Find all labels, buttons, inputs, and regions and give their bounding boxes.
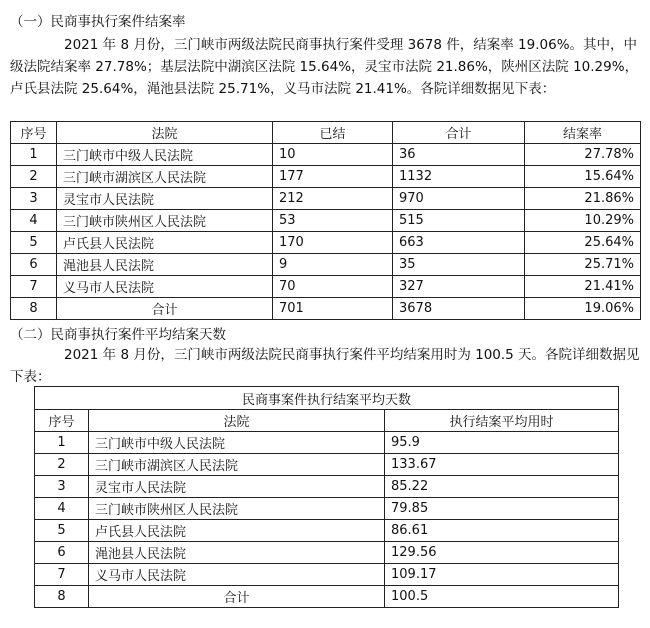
header-cell: 已结 [273, 122, 393, 144]
table-header-row [11, 122, 641, 144]
table-cell: 4 [11, 210, 57, 232]
table-cell: 5 [35, 520, 89, 542]
table-cell: 15.64% [525, 166, 641, 188]
table-cell: 27.78% [525, 144, 641, 166]
table-cell: 3 [11, 188, 57, 210]
section1-paragraph [10, 34, 642, 100]
table-cell: 三门峡市中级人民法院 [57, 144, 273, 166]
table-cell: 10.29% [525, 210, 641, 232]
table-cell: 21.86% [525, 188, 641, 210]
table-cell: 三门峡市陕州区人民法院 [89, 498, 385, 520]
table-cell: 95.9 [385, 432, 619, 454]
table-cell: 三门峡市湖滨区人民法院 [89, 454, 385, 476]
table-row [35, 542, 619, 564]
table-row [35, 454, 619, 476]
table-cell: 970 [393, 188, 525, 210]
table-cell: 10 [273, 144, 393, 166]
table-cell: 85.22 [385, 476, 619, 498]
table-cell: 8 [11, 298, 57, 320]
table-cell: 6 [35, 542, 89, 564]
average-days-table [34, 386, 619, 608]
section2-title: （二）民商事执行案件平均结案天数 [10, 327, 226, 343]
table-cell: 109.17 [385, 564, 619, 586]
table-cell: 三门峡市陕州区人民法院 [57, 210, 273, 232]
closure-rate-table [10, 121, 641, 320]
table-cell: 卢氏县人民法院 [89, 520, 385, 542]
header-cell: 序号 [35, 410, 89, 432]
table-cell: 6 [11, 254, 57, 276]
table-cell: 三门峡市中级人民法院 [89, 432, 385, 454]
table-row [11, 276, 641, 298]
table-row [35, 564, 619, 586]
table-row [11, 298, 641, 320]
table-cell: 129.56 [385, 542, 619, 564]
table-row [35, 432, 619, 454]
header-cell: 结案率 [525, 122, 641, 144]
table-row [35, 520, 619, 542]
table-cell: 70 [273, 276, 393, 298]
table-row [11, 188, 641, 210]
table-row [35, 586, 619, 608]
table-cell: 2 [35, 454, 89, 476]
table-header-row [35, 410, 619, 432]
table-row [11, 232, 641, 254]
table-cell: 渑池县人民法院 [57, 254, 273, 276]
table-cell: 8 [35, 586, 89, 608]
table-cell: 9 [273, 254, 393, 276]
table-cell: 133.67 [385, 454, 619, 476]
table-caption-row [35, 387, 619, 410]
table-cell: 3 [35, 476, 89, 498]
table-cell: 701 [273, 298, 393, 320]
table-row [11, 144, 641, 166]
table-cell: 义马市人民法院 [89, 564, 385, 586]
section2-paragraph-text: 2021 年 8 月份，三门峡市两级法院民商事执行案件平均结案用时为 100.5 天。各院详细数据见下表： [10, 347, 640, 385]
table-cell: 53 [273, 210, 393, 232]
table-row [11, 166, 641, 188]
table-cell: 灵宝市人民法院 [89, 476, 385, 498]
table-cell: 三门峡市湖滨区人民法院 [57, 166, 273, 188]
table-cell: 35 [393, 254, 525, 276]
table-cell: 19.06% [525, 298, 641, 320]
section1-paragraph-text: 2021 年 8 月份，三门峡市两级法院民商事执行案件受理 3678 件，结案率 19.06%。其中，中级法院结案率 27.78%；基层法院中湖滨区法院 15.64%，灵宝市法院 21.86%，陕州区法院 10.29%，卢氏县法院 25.64%，渑池县法院 25.71%，义马市法院 21.41%。各院详细数据见下表： [10, 37, 639, 97]
table-cell: 25.64% [525, 232, 641, 254]
table-cell: 义马市人民法院 [57, 276, 273, 298]
table-cell: 21.41% [525, 276, 641, 298]
header-cell: 执行结案平均用时 [385, 410, 619, 432]
table-cell: 36 [393, 144, 525, 166]
section2-paragraph [10, 344, 642, 388]
header-cell: 合计 [393, 122, 525, 144]
header-cell: 序号 [11, 122, 57, 144]
table-row [11, 210, 641, 232]
table-cell: 合计 [57, 298, 273, 320]
table-cell: 4 [35, 498, 89, 520]
table-cell: 177 [273, 166, 393, 188]
table-cell: 7 [11, 276, 57, 298]
table-row [35, 498, 619, 520]
table-cell: 5 [11, 232, 57, 254]
table-cell: 1 [35, 432, 89, 454]
table-cell: 79.85 [385, 498, 619, 520]
table-cell: 170 [273, 232, 393, 254]
table-cell: 327 [393, 276, 525, 298]
table-row [11, 254, 641, 276]
table-cell: 1 [11, 144, 57, 166]
table-cell: 2 [11, 166, 57, 188]
table-cell: 合计 [89, 586, 385, 608]
table-cell: 7 [35, 564, 89, 586]
table-caption: 民商事案件执行结案平均天数 [35, 387, 619, 410]
table-row [35, 476, 619, 498]
table-cell: 3678 [393, 298, 525, 320]
table-cell: 663 [393, 232, 525, 254]
table-cell: 卢氏县人民法院 [57, 232, 273, 254]
table-cell: 86.61 [385, 520, 619, 542]
header-cell: 法院 [57, 122, 273, 144]
table-cell: 灵宝市人民法院 [57, 188, 273, 210]
section1-title: （一）民商事执行案件结案率 [10, 14, 186, 30]
table-cell: 1132 [393, 166, 525, 188]
table-cell: 25.71% [525, 254, 641, 276]
table-cell: 515 [393, 210, 525, 232]
table-cell: 100.5 [385, 586, 619, 608]
table-cell: 212 [273, 188, 393, 210]
header-cell: 法院 [89, 410, 385, 432]
table-cell: 渑池县人民法院 [89, 542, 385, 564]
